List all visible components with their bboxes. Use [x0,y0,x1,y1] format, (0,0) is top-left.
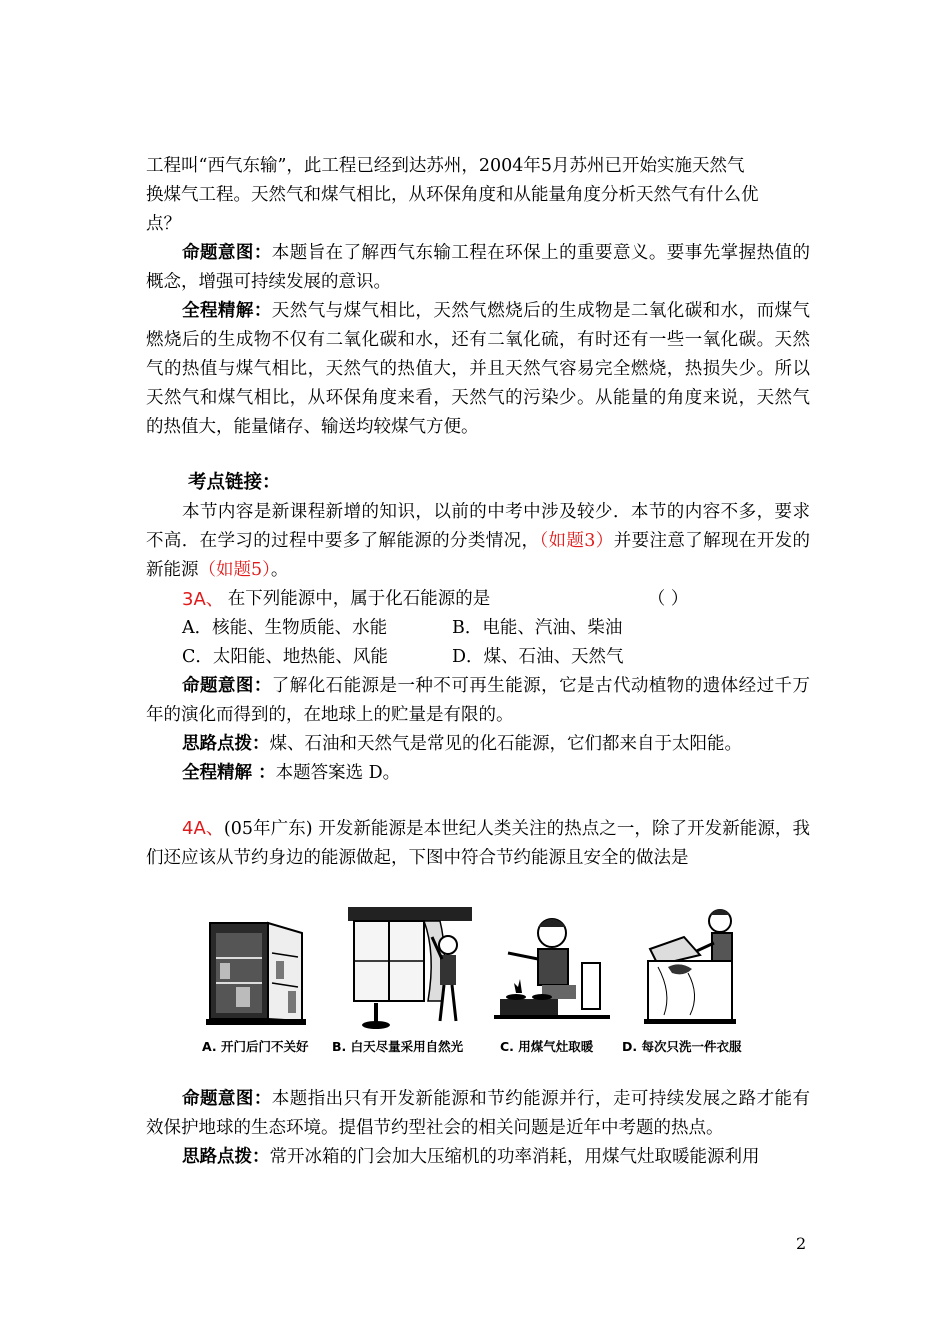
q3-options-row-2 [146,643,810,672]
fridge-open-door-illustration [202,903,334,1033]
q3-stem-row [146,585,810,614]
gas-stove-heating-illustration [486,903,618,1033]
q3-solution-label: 全程精解 ： [182,763,276,783]
q4-intent [146,1085,810,1143]
q3-stem: 在下列能源中，属于化石能源的是 [227,589,491,609]
q4-number: 4A、 [182,818,224,839]
prev-intent [146,239,810,297]
section-heading: 考点链接： [188,472,281,493]
q3-intent-text: 了解化石能源是一种不可再生能源，它是古代动植物的遗体经过千万年的演化而得到的，在地球上的贮量是有限的。 [146,676,810,725]
prev-intent-label: 命题意图： [182,243,272,263]
q4-hint [146,1143,810,1172]
section-text-a: 本节内容是新课程新增的知识，以前的中考中涉及较少．本节的内容不多，要求不高．在学习的过程中要多了解能源的分类情况， [146,502,810,551]
intro-line-1: 工程叫“西气东输”，此工程已经到达苏州，2004年5月苏州已开始实施天然气 [146,156,745,176]
q4-hint-label: 思路点拨： [182,1147,270,1167]
caption-d: D. 每次只洗一件衣服 [622,1039,742,1054]
q3-option-d: D．煤、石油、天然气 [452,647,624,667]
q3-answer-blank: （ ） [647,589,689,609]
q4-intent-label: 命题意图： [182,1089,272,1109]
q3-solution-text: 本题答案选 D。 [275,763,401,783]
caption-c: C. 用煤气灶取暖 [500,1039,594,1054]
q3-option-a: A．核能、生物质能、水能 [182,618,388,638]
q4-hint-text: 常开冰箱的门会加大压缩机的功率消耗，用煤气灶取暖能源利用 [269,1147,760,1167]
q3-solution [146,759,810,788]
intro-line-3: 点？ [146,214,181,234]
prev-solution-text: 天然气与煤气相比，天然气燃烧后的生成物是二氧化碳和水，而煤气燃烧后的生成物不仅有二氧化碳和水，还有二氧化硫，有时还有一些一氧化碳。天然气的热值与煤气相比，天然气的热值大，并且天然气容易完全燃烧，热损失少。所以天然气和煤气相比，从环保角度来看，天然气的污染少。从能量的角度来说，天然气的热值大，能量储存、输送均较煤气方便。 [146,301,810,437]
intro-line-2: 换煤气工程。天然气和煤气相比，从环保角度和从能量角度分析天然气有什么优 [146,185,759,205]
caption-b: B. 白天尽量采用自然光 [332,1039,464,1054]
q4-stem-text: 开发新能源是本世纪人类关注的热点之一，除了开发新能源，我们还应该从节约身边的能源做起，下图中符合节约能源且安全的做法是 [146,819,810,868]
q3-intent-label: 命题意图： [182,676,272,696]
section-text [146,498,810,585]
q3-hint-text: 煤、石油和天然气是常见的化石能源，它们都来自于太阳能。 [269,734,742,754]
q3-intent [146,672,810,730]
q3-options-row-1 [146,614,810,643]
q3-hint [146,730,810,759]
prev-solution [146,297,810,442]
q3-option-b: B．电能、汽油、柴油 [452,618,623,638]
section-text-b: 并要注意了解现在开发的新能源 [146,531,811,580]
q4-stem [146,814,810,873]
caption-a: A. 开门后门不关好 [202,1039,309,1054]
q4-source: (05年广东) [223,819,313,839]
document-body [146,152,810,1172]
q3-option-c: C．太阳能、地热能、风能 [182,647,388,667]
section-text-c: 。 [270,560,289,580]
q4-figure [202,903,762,1071]
prev-intent-text: 本题旨在了解西气东输工程在环保上的重要意义。要事先掌握热值的概念，增强可持续发展的意识。 [146,243,810,292]
section-ref-3: （如题3） [539,531,614,551]
washing-machine-illustration [628,903,760,1033]
q3-hint-label: 思路点拨： [182,734,270,754]
child-opening-curtain-illustration [344,903,476,1033]
q4-intent-text: 本题指出只有开发新能源和节约能源并行，走可持续发展之路才能有效保护地球的生态环境。提倡节约型社会的相关问题是近年中考题的热点。 [146,1089,810,1138]
q3-number: 3A、 [182,589,224,610]
prev-solution-label: 全程精解： [182,301,272,321]
page-number: 2 [796,1234,807,1253]
section-ref-5: （如题5） [198,560,271,580]
